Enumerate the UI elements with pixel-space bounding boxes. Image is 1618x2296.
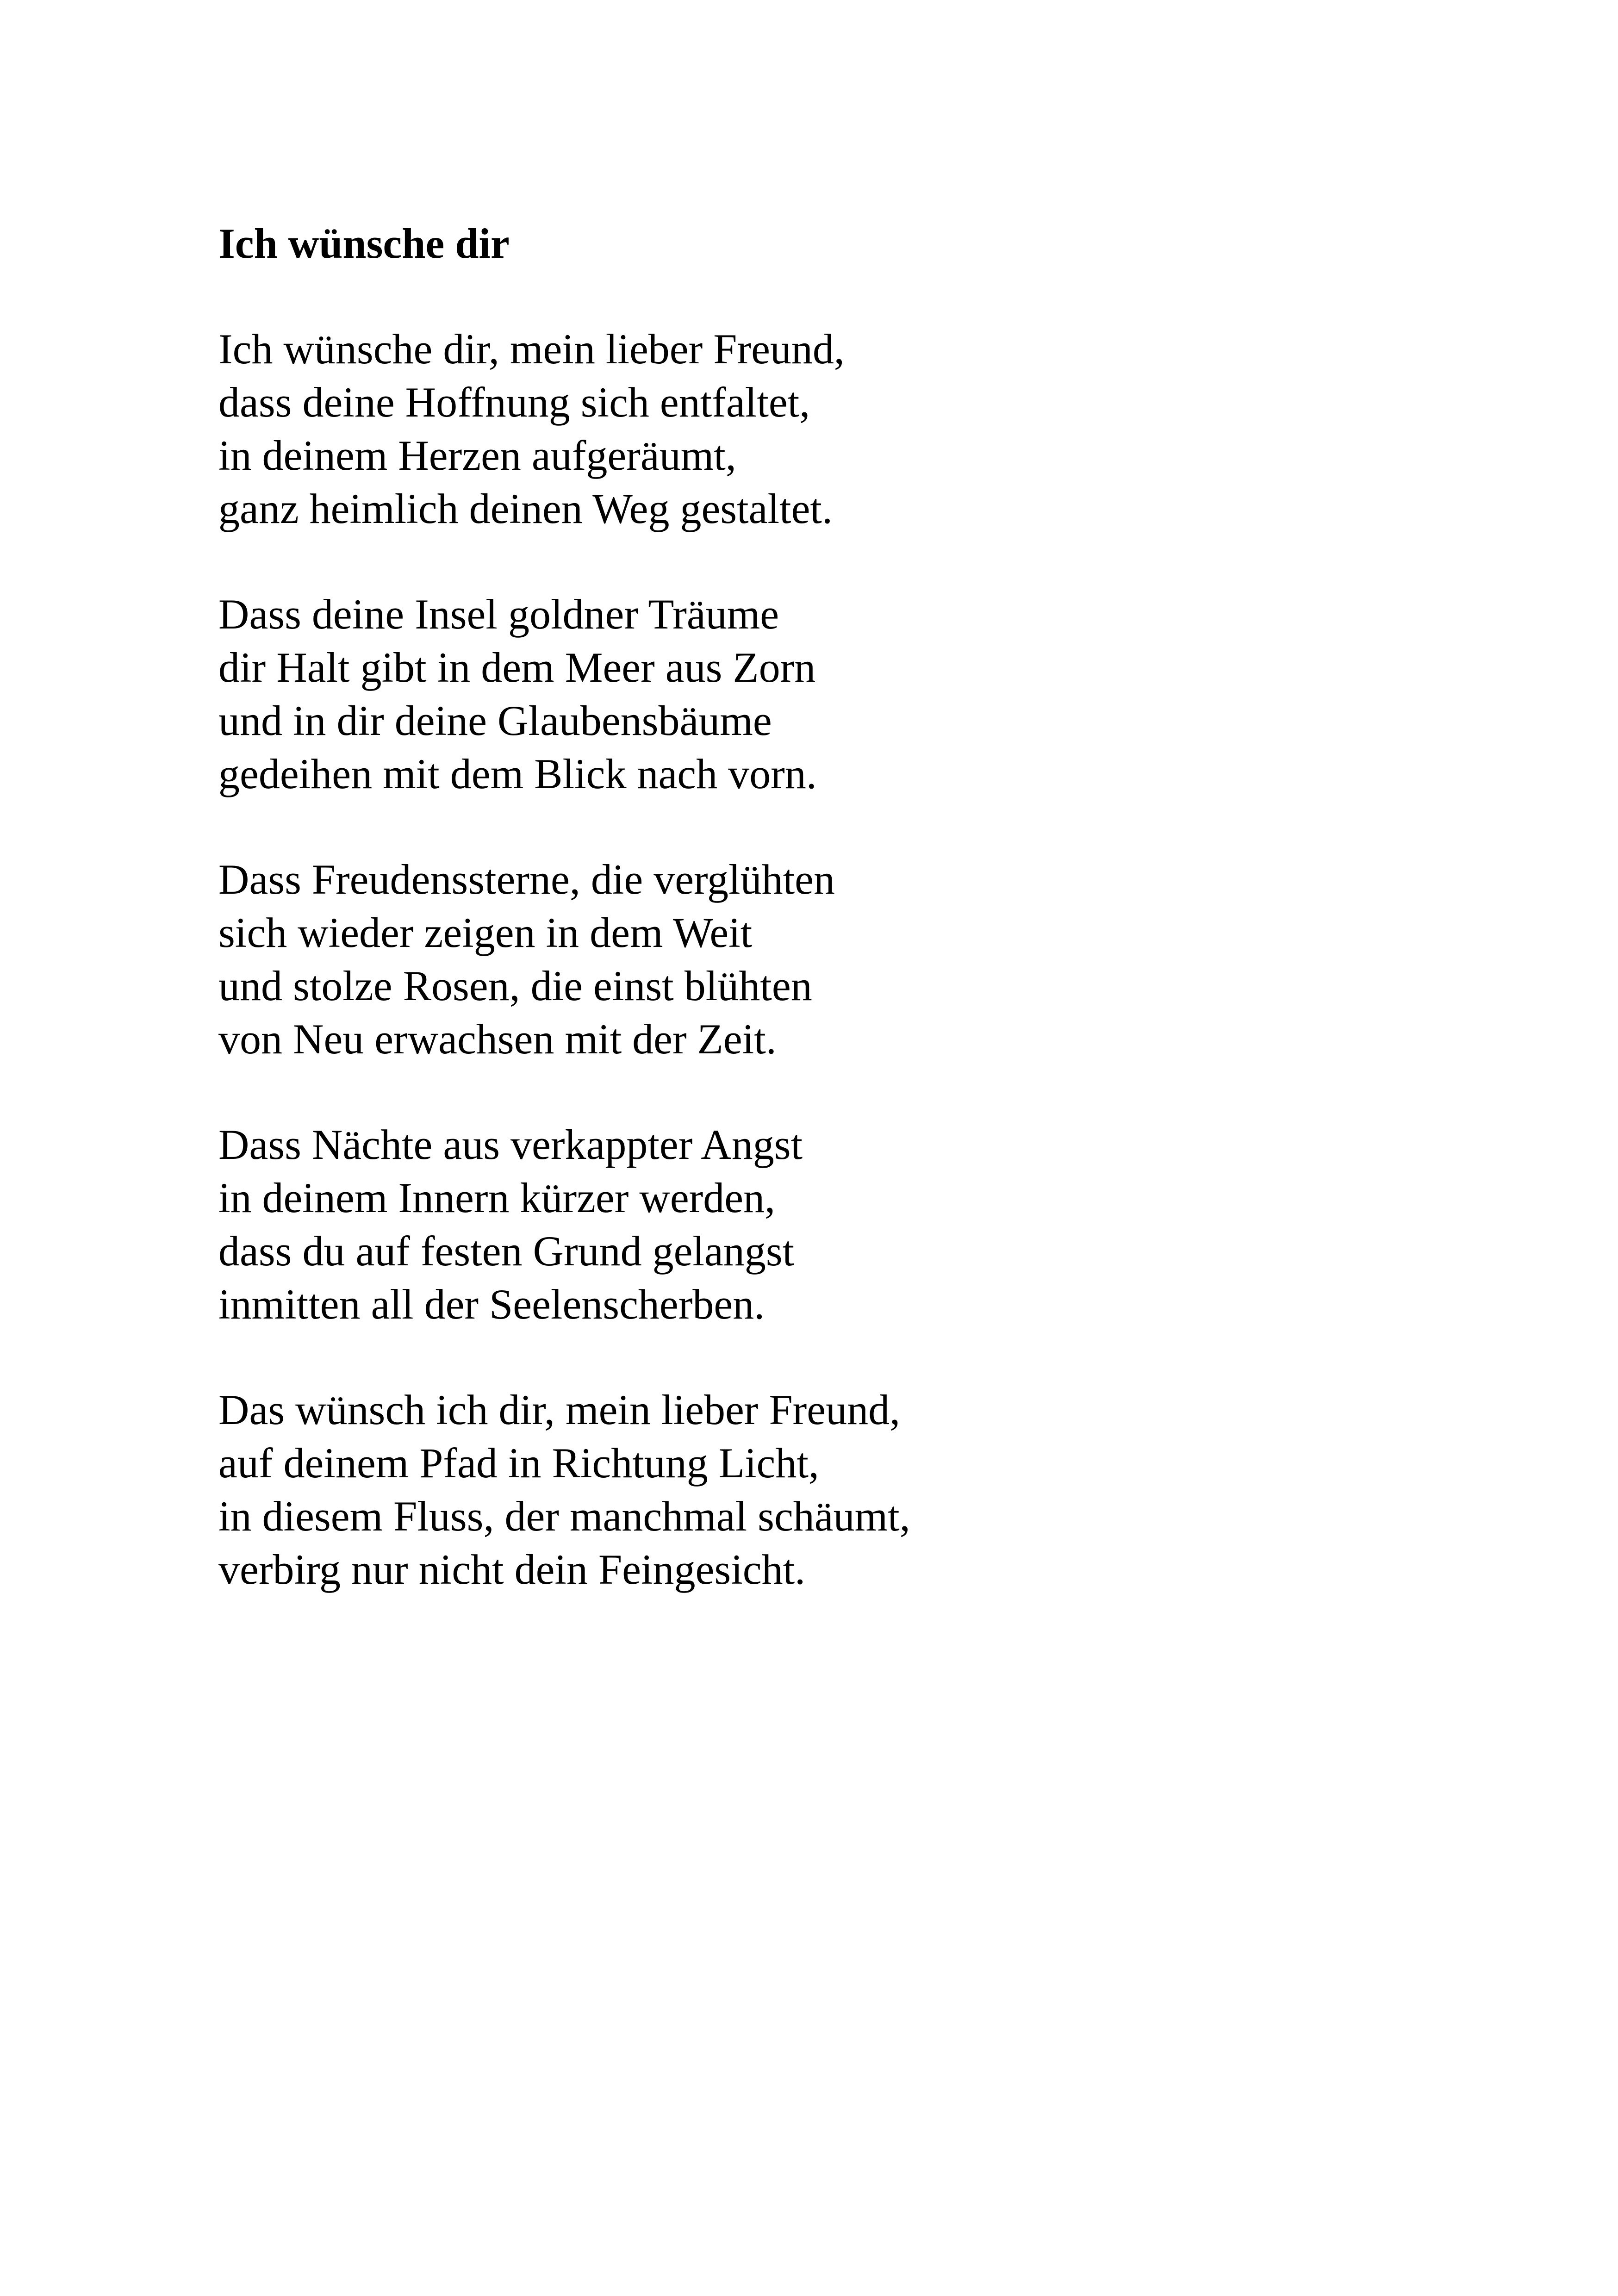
stanza-2	[218, 588, 1422, 801]
stanza-5	[218, 1383, 1422, 1596]
poem-line: Ich wünsche dir, mein lieber Freund,	[218, 325, 845, 373]
stanza-4	[218, 1118, 1422, 1331]
poem-line: und in dir deine Glaubensbäume	[218, 697, 772, 744]
poem-line: von Neu erwachsen mit der Zeit.	[218, 1015, 777, 1063]
poem-line: Dass deine Insel goldner Träume	[218, 591, 779, 638]
poem-line: sich wieder zeigen in dem Weit	[218, 909, 753, 956]
poem-line: dass du auf festen Grund gelangst	[218, 1227, 795, 1275]
poem-line: in deinem Innern kürzer werden,	[218, 1174, 776, 1221]
poem-line: Dass Freudenssterne, die verglühten	[218, 856, 835, 903]
poem-line: inmitten all der Seelenscherben.	[218, 1281, 765, 1328]
poem-line: in deinem Herzen aufgeräumt,	[218, 432, 736, 479]
poem	[218, 217, 1422, 1649]
poem-line: Dass Nächte aus verkappter Angst	[218, 1121, 803, 1168]
poem-line: dir Halt gibt in dem Meer aus Zorn	[218, 644, 816, 691]
poem-line: auf deinem Pfad in Richtung Licht,	[218, 1439, 819, 1487]
stanza-3	[218, 853, 1422, 1066]
poem-line: gedeihen mit dem Blick nach vorn.	[218, 750, 817, 797]
poem-title: Ich wünsche dir	[218, 220, 510, 267]
poem-line: und stolze Rosen, die einst blühten	[218, 962, 812, 1009]
poem-line: in diesem Fluss, der manchmal schäumt,	[218, 1493, 910, 1540]
poem-line: dass deine Hoffnung sich entfaltet,	[218, 379, 810, 426]
stanza-1	[218, 323, 1422, 535]
poem-line: verbirg nur nicht dein Feingesicht.	[218, 1546, 806, 1593]
poem-line: Das wünsch ich dir, mein lieber Freund,	[218, 1386, 901, 1433]
poem-line: ganz heimlich deinen Weg gestaltet.	[218, 485, 833, 532]
